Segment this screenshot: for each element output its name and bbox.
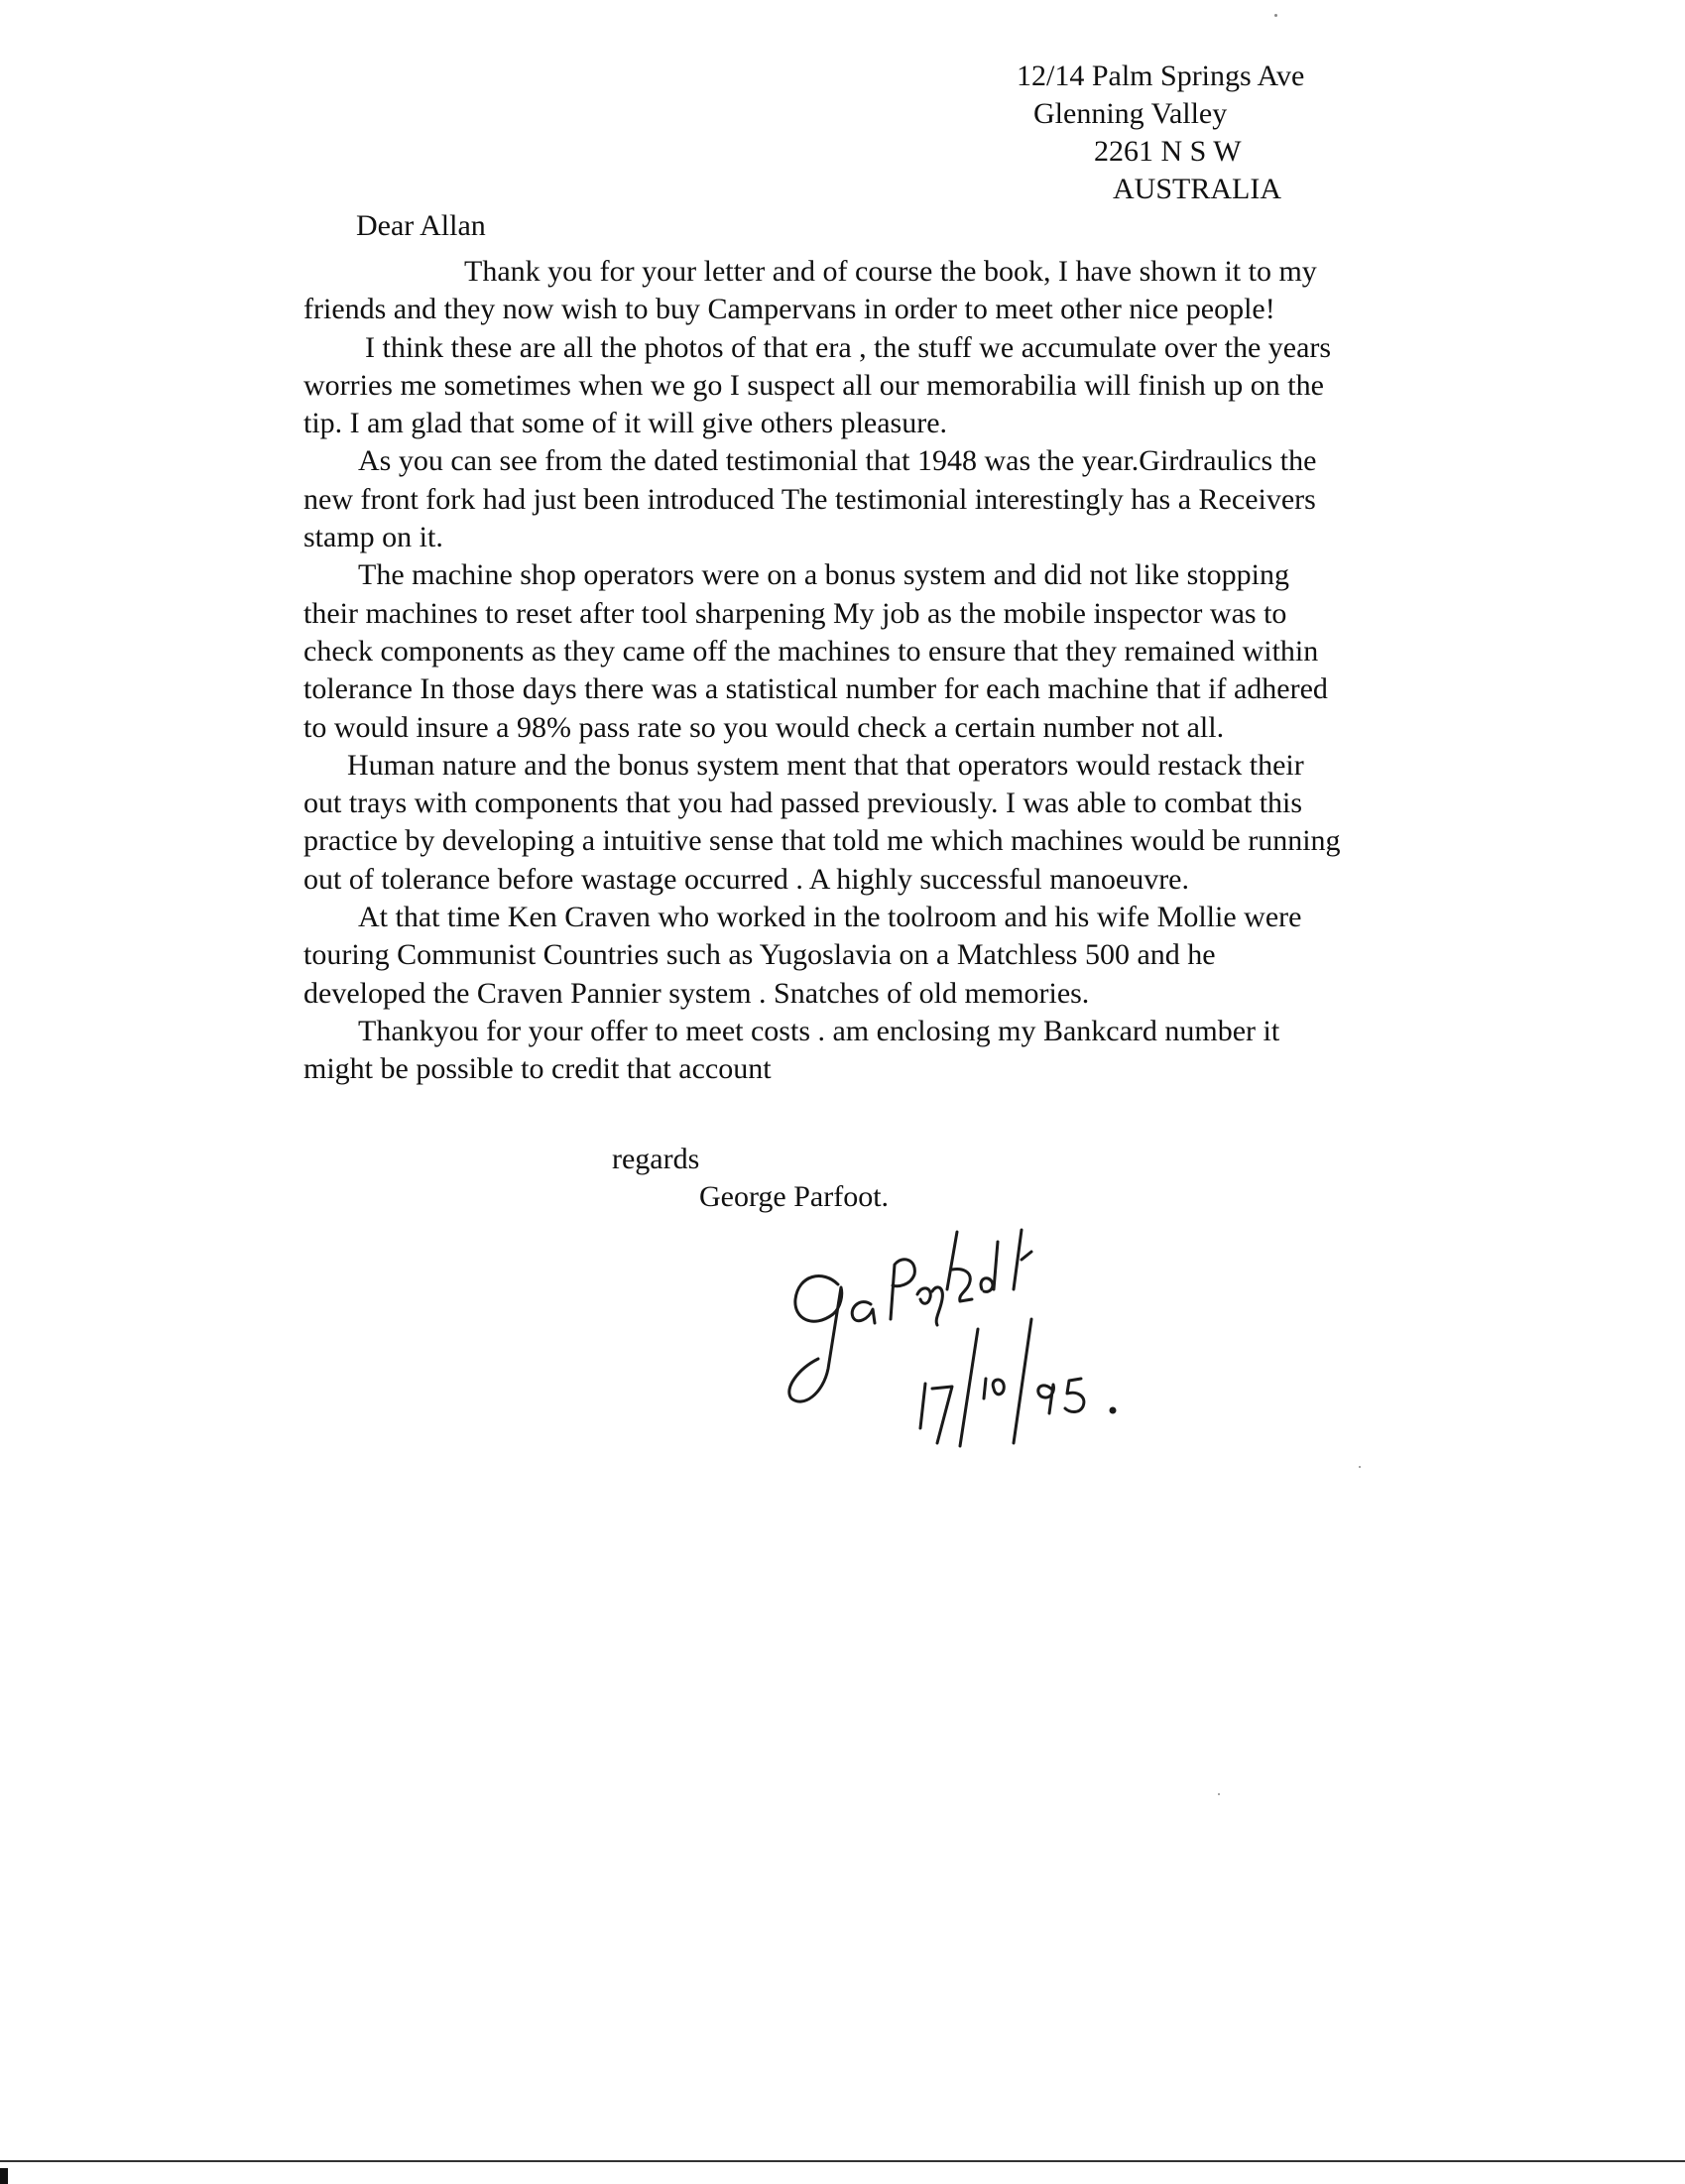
- paragraph-4: [303, 556, 1454, 746]
- signature-stroke: [984, 1379, 986, 1398]
- signature-stroke: [960, 1329, 978, 1446]
- body-line: Thank you for your letter and of course the book, I have shown it to my: [464, 255, 1317, 288]
- body-line: developed the Craven Pannier system . Snatches of old memories.: [303, 976, 1090, 1010]
- paper-speck: [1218, 1793, 1220, 1795]
- body-line: At that time Ken Craven who worked in the toolroom and his wife Mollie were: [358, 901, 1302, 934]
- signature-stroke: [1014, 1319, 1031, 1443]
- signature-stroke: [1014, 1230, 1031, 1289]
- body-line: out trays with components that you had passed previously. I was able to combat this: [303, 787, 1303, 820]
- paragraph-6: [303, 899, 1454, 1013]
- paper-speck: [1359, 1466, 1361, 1468]
- closing-block: [612, 1141, 889, 1216]
- signature-stroke: [947, 1232, 972, 1301]
- address-line-suburb: Glenning Valley: [1033, 97, 1228, 130]
- signature-stroke: [993, 1380, 1004, 1395]
- sender-address: [1017, 58, 1304, 208]
- body-line: worries me sometimes when we go I suspect all our memorabilia will finish up on the: [303, 368, 1324, 402]
- body-line: to would insure a 98% pass rate so you would check a certain number not all.: [303, 710, 1225, 744]
- signature-stroke: [1065, 1379, 1084, 1412]
- body-line: As you can see from the dated testimonial that 1948 was the year.Girdraulics the: [358, 444, 1317, 478]
- body-line: tolerance In those days there was a statistical number for each machine that if adhered: [303, 672, 1328, 706]
- paper-speck: [1274, 14, 1277, 17]
- body-line: new front fork had just been introduced The testimonial interestingly has a Receivers: [303, 482, 1316, 516]
- body-line: I think these are all the photos of that era , the stuff we accumulate over the years: [365, 330, 1332, 364]
- signature-dot: [1111, 1408, 1115, 1412]
- paragraph-5: [303, 747, 1454, 899]
- body-line: tip. I am glad that some of it will give others pleasure.: [303, 407, 948, 440]
- body-line: check components as they came off the machines to ensure that they remained within: [303, 634, 1319, 667]
- sender-name: George Parfoot.: [699, 1180, 890, 1213]
- scan-edge-line: [0, 2160, 1685, 2162]
- scan-corner-mark: [0, 2168, 8, 2184]
- signature-stroke: [920, 1384, 925, 1428]
- body-line: Human nature and the bonus system ment that that operators would restack their: [347, 748, 1304, 782]
- salutation: Dear Allan: [356, 209, 486, 242]
- paragraph-2: [303, 329, 1454, 443]
- signature-stroke: [917, 1287, 942, 1325]
- address-line-street: 12/14 Palm Springs Ave: [1017, 60, 1305, 92]
- body-line: practice by developing a intuitive sense that told me which machines would be running: [303, 824, 1341, 858]
- body-line: might be possible to credit that account: [303, 1052, 772, 1086]
- signature-stroke: [932, 1387, 952, 1443]
- handwritten-signature: [783, 1220, 1180, 1478]
- address-line-country: AUSTRALIA: [1113, 173, 1281, 205]
- body-line: The machine shop operators were on a bonus system and did not like stopping: [358, 558, 1289, 592]
- letter-body: [303, 253, 1454, 1089]
- address-line-postcode: 2261 N S W: [1094, 135, 1242, 168]
- signature-stroke: [891, 1260, 914, 1319]
- body-line: Thankyou for your offer to meet costs . am enclosing my Bankcard number it: [358, 1014, 1280, 1047]
- signature-stroke: [852, 1302, 875, 1323]
- paragraph-1: [303, 253, 1454, 329]
- body-line: friends and they now wish to buy Campervans in order to meet other nice people!: [303, 293, 1275, 326]
- paragraph-3: [303, 442, 1454, 556]
- signature-stroke: [789, 1276, 842, 1402]
- signature-stroke: [981, 1242, 998, 1291]
- body-line: their machines to reset after tool sharpening My job as the mobile inspector was to: [303, 596, 1287, 630]
- valediction: regards: [612, 1143, 700, 1175]
- body-line: out of tolerance before wastage occurred . A highly successful manoeuvre.: [303, 862, 1189, 896]
- body-line: touring Communist Countries such as Yugoslavia on a Matchless 500 and he: [303, 938, 1216, 972]
- body-line: stamp on it.: [303, 521, 443, 554]
- paragraph-7: [303, 1013, 1454, 1089]
- signature-stroke: [1038, 1385, 1054, 1413]
